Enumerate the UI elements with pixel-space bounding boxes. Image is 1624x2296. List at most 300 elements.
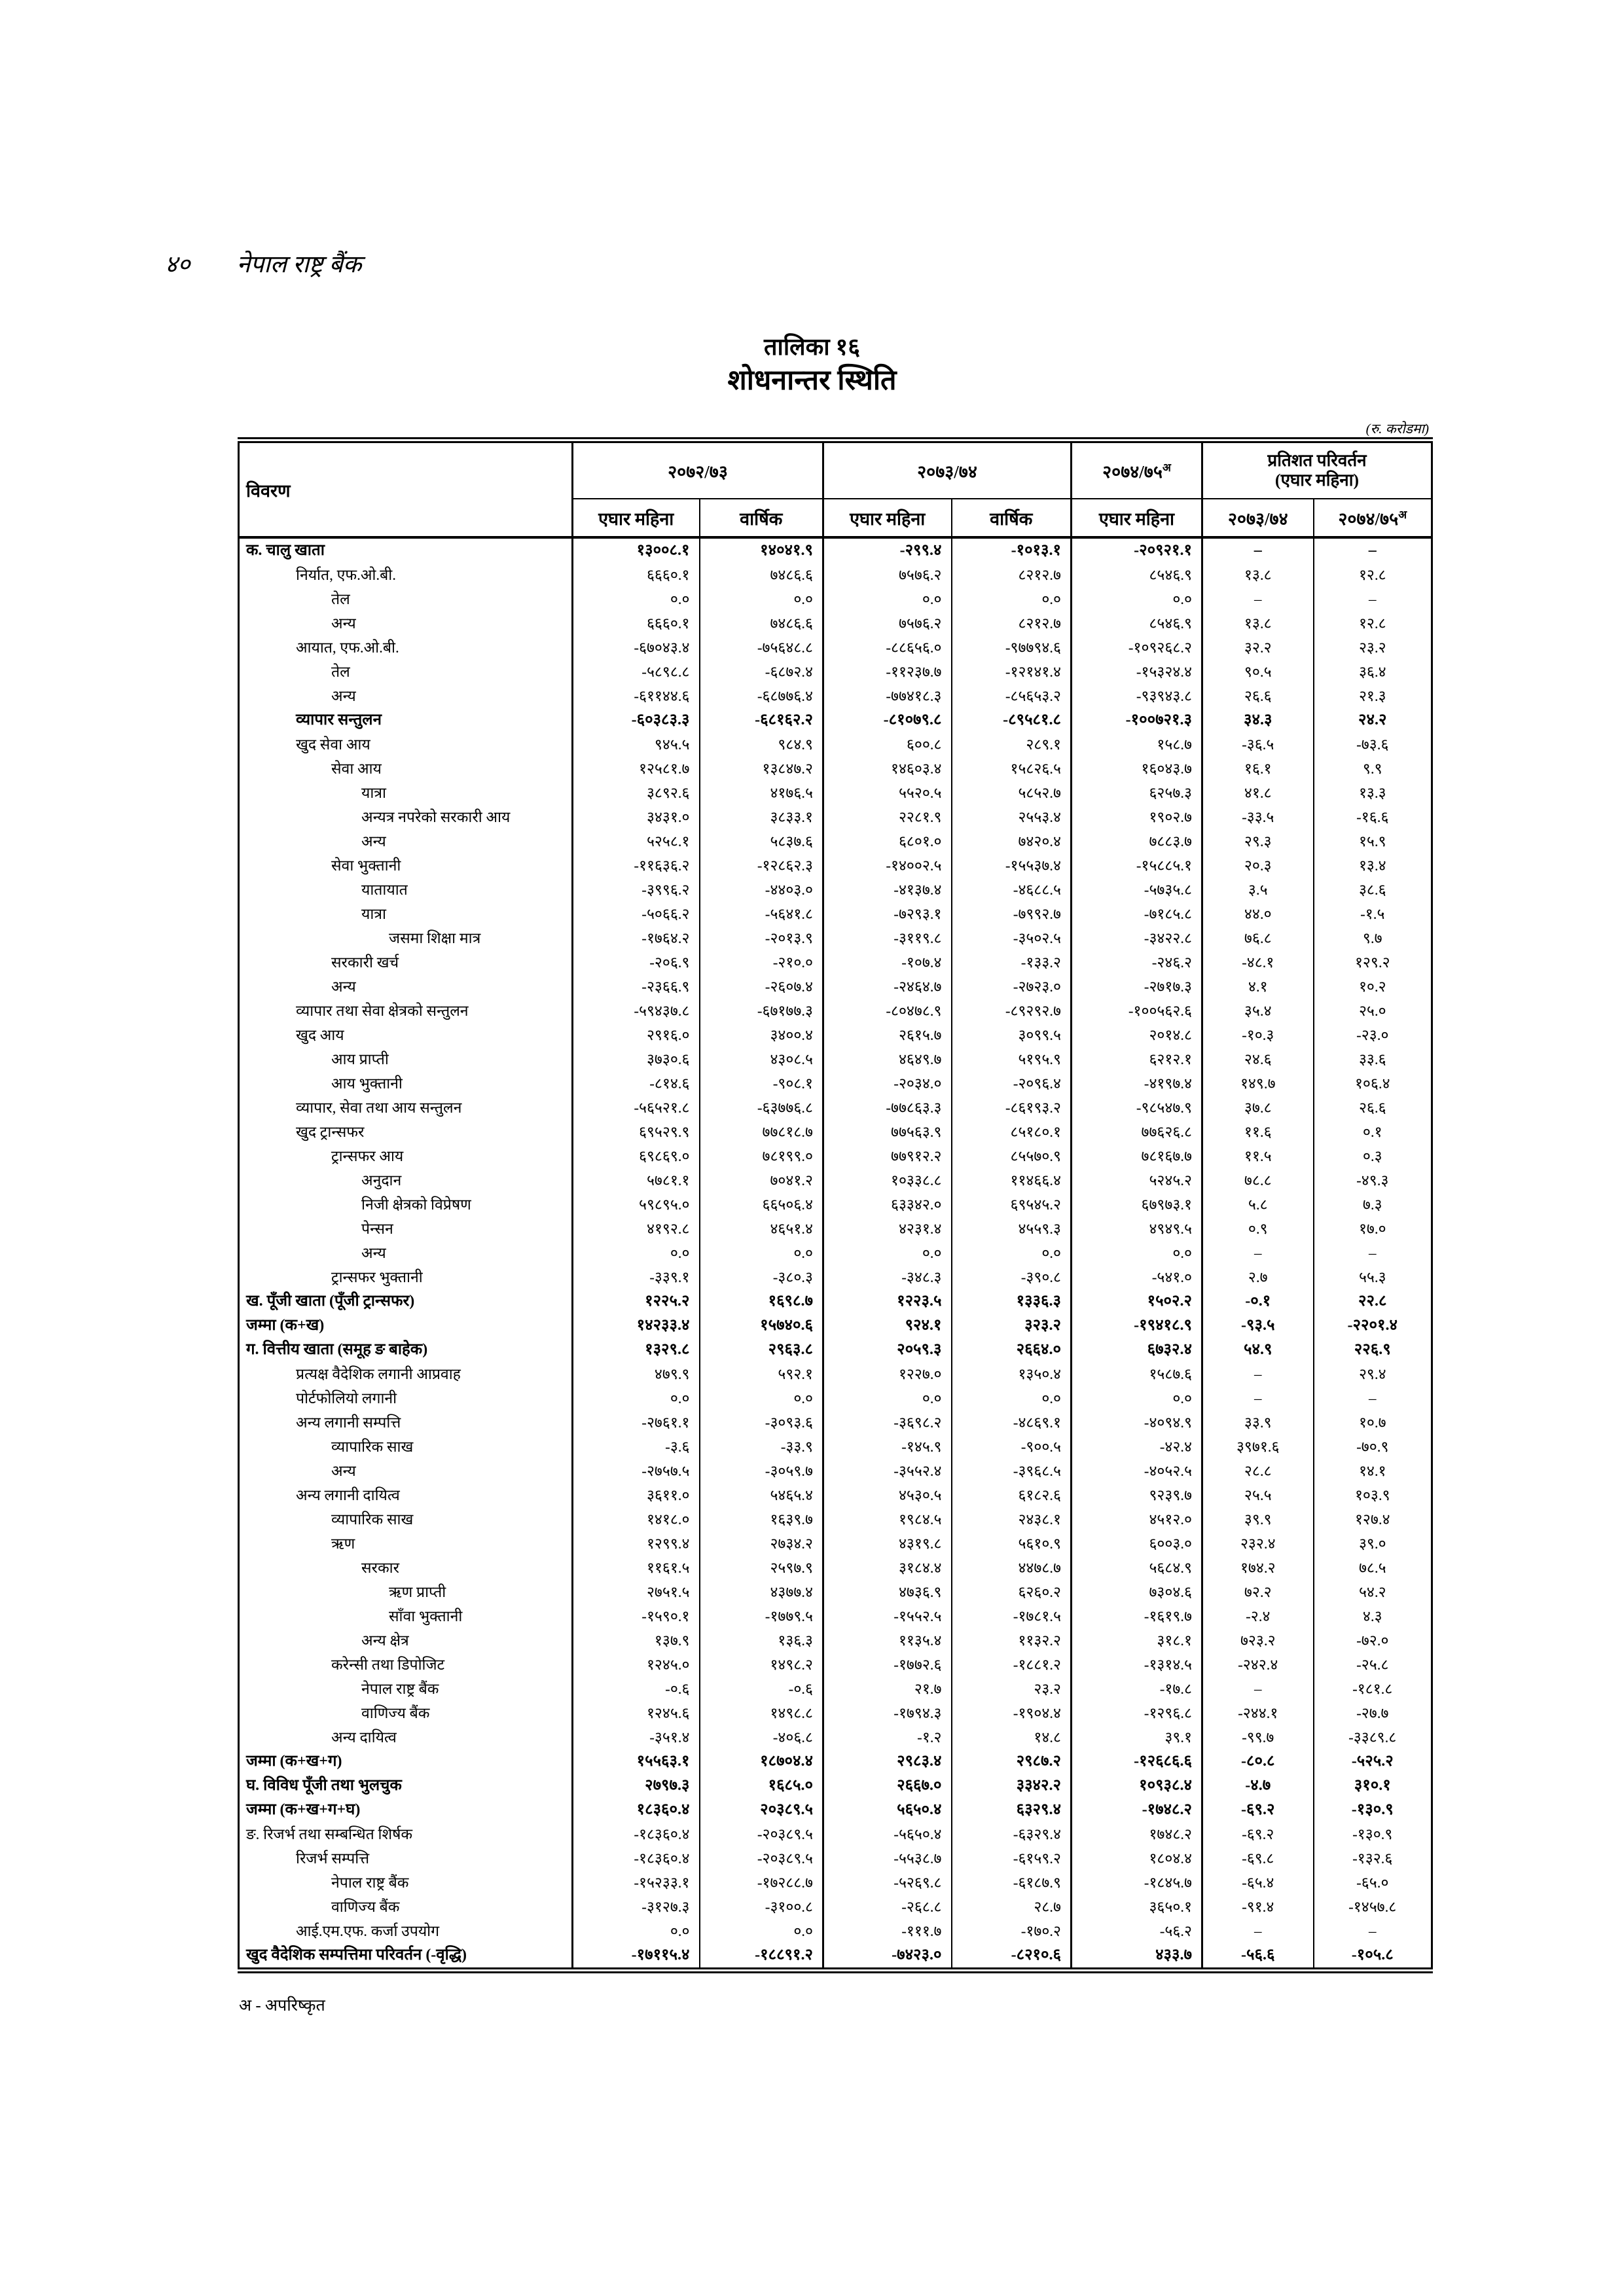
cell: १३२९.८ [573, 1338, 700, 1362]
row-label: व्यापार, सेवा तथा आय सन्तुलन [239, 1096, 573, 1120]
cell: १५८२६.५ [952, 757, 1072, 781]
table-row [239, 1628, 1432, 1653]
cell: -८६१९३.२ [952, 1096, 1072, 1120]
cell: १४२३३.४ [573, 1314, 700, 1338]
row-label: निजी क्षेत्रको विप्रेषण [239, 1193, 573, 1217]
cell: ४.३ [1362, 1608, 1382, 1624]
cell: -१७४८.२ [1072, 1798, 1202, 1822]
cell: -१.२ [823, 1725, 952, 1749]
cell: १५८.७ [1072, 732, 1202, 757]
cell: -४९.३ [1356, 1172, 1389, 1189]
cell: -९७७९४.६ [952, 636, 1072, 660]
cell: – [1202, 1386, 1314, 1410]
cell: ३६११.० [573, 1483, 700, 1507]
cell: -१३०.९ [1352, 1826, 1393, 1842]
cell: ५५.३ [1358, 1269, 1386, 1285]
table-row [239, 684, 1432, 708]
cell: -१०७.४ [823, 950, 952, 975]
table-row [239, 1071, 1432, 1096]
cell: ५४.९ [1202, 1338, 1314, 1362]
row-label: अन्यत्र नपरेको सरकारी आय [239, 805, 573, 829]
cell: २६१५.७ [823, 1023, 952, 1047]
row-label: व्यापार सन्तुलन [239, 708, 573, 732]
cell: ०.० [700, 1386, 823, 1410]
percent-change-sublabel: (एघार महिना) [1274, 471, 1360, 490]
cell: -४८६९.१ [952, 1410, 1072, 1435]
cell: ४२३१.४ [823, 1217, 952, 1241]
cell: ५९८९५.० [573, 1193, 700, 1217]
cell: -३११९.८ [823, 926, 952, 950]
cell: १२४५.० [573, 1653, 700, 1677]
cell: ९०.५ [1202, 660, 1314, 684]
row-label: निर्यात, एफ.ओ.बी. [239, 563, 573, 587]
row-label: तेल [239, 660, 573, 684]
page-header [165, 246, 361, 279]
cell: १५८७.६ [1072, 1362, 1202, 1386]
cell: -४२.४ [1072, 1435, 1202, 1459]
cell: ६१८२.६ [952, 1483, 1072, 1507]
cell: १३.८ [1202, 611, 1314, 636]
table-row [239, 1459, 1432, 1483]
row-label: अन्य [239, 975, 573, 999]
cell: ०.० [1072, 1386, 1202, 1410]
cell: २५.५ [1202, 1483, 1314, 1507]
row-label: आई.एम.एफ. कर्जा उपयोग [239, 1919, 573, 1943]
cell: -७३.६ [1356, 736, 1389, 753]
row-label: ङ. रिजर्भ तथा सम्बन्धित शिर्षक [239, 1822, 573, 1846]
row-label: खुद सेवा आय [239, 732, 573, 757]
row-label: ऋण प्राप्ती [239, 1580, 573, 1604]
cell: ५४६५.४ [700, 1483, 823, 1507]
table-row [239, 1507, 1432, 1532]
cell: ०.० [573, 587, 700, 611]
cell: -१७७९.५ [700, 1604, 823, 1628]
cell: ६२६०.२ [952, 1580, 1072, 1604]
cell: ०.० [952, 587, 1072, 611]
cell: -२७.७ [1356, 1705, 1389, 1721]
cell: ९२४.१ [823, 1314, 952, 1338]
cell: -६११४४.६ [573, 684, 700, 708]
cell: ६७३२.४ [1072, 1338, 1202, 1362]
row-label: साँवा भुक्तानी [239, 1604, 573, 1628]
cell: १२२७.० [823, 1362, 952, 1386]
cell: ६९५४५.२ [952, 1193, 1072, 1217]
row-label: आय भुक्तानी [239, 1071, 573, 1096]
row-label: अन्य दायित्व [239, 1725, 573, 1749]
cell: -१८८९१.२ [700, 1943, 823, 1971]
cell: -३३८९.८ [1348, 1729, 1397, 1746]
cell: ३२३.२ [952, 1314, 1072, 1338]
cell: -१७.८ [1072, 1677, 1202, 1701]
cell: -४१३७.४ [823, 878, 952, 902]
cell: -३५०२.५ [952, 926, 1072, 950]
cell: ७८.५ [1358, 1560, 1386, 1576]
cell: ११.६ [1202, 1120, 1314, 1144]
cell: ०.० [823, 587, 952, 611]
bop-table [238, 437, 1433, 1973]
cell: ९८४.९ [700, 732, 823, 757]
cell: ७४८६.६ [700, 611, 823, 636]
table-row [239, 1435, 1432, 1459]
cell: -२९९.४ [823, 537, 952, 563]
row-label: यात्रा [239, 781, 573, 805]
cell: १५५६३.१ [573, 1749, 700, 1774]
cell: -१४००२.५ [823, 853, 952, 878]
cell: २३.२ [952, 1677, 1072, 1701]
cell: १३६.३ [700, 1628, 823, 1653]
provisional-marker: अ [1162, 461, 1171, 474]
cell: २४.६ [1202, 1047, 1314, 1071]
row-label: अन्य [239, 1241, 573, 1265]
row-label: यात्रा [239, 902, 573, 926]
cell: १२९९.४ [573, 1532, 700, 1556]
table-row [239, 660, 1432, 684]
table-row [239, 1047, 1432, 1071]
table-row [239, 1677, 1432, 1701]
cell: २९६३.८ [700, 1338, 823, 1362]
cell: १४.१ [1358, 1463, 1386, 1479]
table-row [239, 1725, 1432, 1749]
cell: १९०२.७ [1072, 805, 1202, 829]
cell: -६८७७६.४ [700, 684, 823, 708]
cell: ५८३७.६ [700, 829, 823, 853]
cell: ४५३०.५ [823, 1483, 952, 1507]
cell: २०.३ [1202, 853, 1314, 878]
cell: -६९.८ [1202, 1846, 1314, 1871]
row-label: यातायात [239, 878, 573, 902]
cell: ३३.९ [1202, 1410, 1314, 1435]
cell: ८५१८०.१ [952, 1120, 1072, 1144]
unit-note: (रु. करोडमा) [1365, 421, 1429, 437]
cell: १४०४१.९ [700, 537, 823, 563]
cell: १४९८.८ [700, 1701, 823, 1725]
row-label: आयात, एफ.ओ.बी. [239, 636, 573, 660]
cell: १८७०४.४ [700, 1749, 823, 1774]
cell: ७७६२६.८ [1072, 1120, 1202, 1144]
table-row [239, 950, 1432, 975]
cell: ७.३ [1362, 1196, 1382, 1213]
cell: ३२.२ [1202, 636, 1314, 660]
table-row [239, 1580, 1432, 1604]
col-group-2072-73: २०७२/७३ [573, 440, 823, 499]
cell: – [1202, 1362, 1314, 1386]
cell: -५५३८.७ [823, 1846, 952, 1871]
row-label: सरकारी खर्च [239, 950, 573, 975]
cell: ३३.६ [1358, 1051, 1386, 1067]
cell: ३९.९ [1202, 1507, 1314, 1532]
cell: -१२८६२.३ [700, 853, 823, 878]
cell: -९००.५ [952, 1435, 1072, 1459]
cell: ६६६०.१ [573, 611, 700, 636]
cell: -१०९२६८.२ [1072, 636, 1202, 660]
cell: -१३०.९ [1351, 1801, 1394, 1818]
cell: २२६.९ [1354, 1341, 1391, 1358]
cell: ०.३ [1362, 1148, 1382, 1164]
cell: – [1369, 1390, 1377, 1407]
cell: ०.० [823, 1241, 952, 1265]
cell: २०३८९.५ [700, 1798, 823, 1822]
cell: -१४५७.८ [1348, 1899, 1397, 1915]
cell: -७२९३.१ [823, 902, 952, 926]
cell: -३३.५ [1202, 805, 1314, 829]
cell: २८.८ [1202, 1459, 1314, 1483]
row-label: खुद ट्रान्सफर [239, 1120, 573, 1144]
col-header-eleven-months-2: एघार महिना [823, 499, 952, 537]
cell: १३५०.४ [952, 1362, 1072, 1386]
cell: -६८७२.४ [700, 660, 823, 684]
cell: १२.८ [1358, 615, 1386, 632]
cell: ०.० [952, 1386, 1072, 1410]
cell: ४७९.९ [573, 1362, 700, 1386]
table-row [239, 757, 1432, 781]
cell: -५०६६.२ [573, 902, 700, 926]
table-row [239, 1386, 1432, 1410]
cell: २०१४.८ [1072, 1023, 1202, 1047]
cell: ०.० [823, 1386, 952, 1410]
cell: १४१८.० [573, 1507, 700, 1532]
cell: -२७२३.० [952, 975, 1072, 999]
cell: ५४.२ [1358, 1584, 1386, 1600]
cell: २१.३ [1358, 688, 1386, 704]
cell: ०.० [700, 1919, 823, 1943]
cell: ५७८१.१ [573, 1168, 700, 1193]
table-row [239, 611, 1432, 636]
cell: २.७ [1202, 1265, 1314, 1289]
cell: -२४६.२ [1072, 950, 1202, 975]
cell: -५९४३७.८ [573, 999, 700, 1023]
cell: ३५.४ [1202, 999, 1314, 1023]
table-row [239, 1943, 1432, 1971]
cell: ७३०४.६ [1072, 1580, 1202, 1604]
cell: ११३२.२ [952, 1628, 1072, 1653]
cell: -१६१९.७ [1072, 1604, 1202, 1628]
cell: – [1368, 542, 1377, 559]
row-label: अन्य [239, 611, 573, 636]
row-label: पेन्सन [239, 1217, 573, 1241]
row-label: घ. विविध पूँजी तथा भुलचुक [239, 1774, 573, 1798]
cell: -११६३६.२ [573, 853, 700, 878]
cell: -१७११५.४ [573, 1943, 700, 1971]
cell: १०९३८.४ [1072, 1774, 1202, 1798]
cell: २९.३ [1202, 829, 1314, 853]
cell: -१५२३३.१ [573, 1871, 700, 1895]
row-label: व्यापार तथा सेवा क्षेत्रको सन्तुलन [239, 999, 573, 1023]
row-label: सेवा आय [239, 757, 573, 781]
cell: ४६४९.७ [823, 1047, 952, 1071]
cell: -२७६१.१ [573, 1410, 700, 1435]
cell: २३.२ [1358, 639, 1386, 656]
cell: -४१९७.४ [1072, 1071, 1202, 1096]
cell: -१५५२.५ [823, 1604, 952, 1628]
cell: -१८३६०.४ [573, 1846, 700, 1871]
row-label: व्यापारिक साख [239, 1435, 573, 1459]
cell: -६८१६२.२ [700, 708, 823, 732]
table-row [239, 1483, 1432, 1507]
cell: -२३६६.९ [573, 975, 700, 999]
cell: -९९.७ [1202, 1725, 1314, 1749]
cell: ६३३४२.० [823, 1193, 952, 1217]
table-row [239, 781, 1432, 805]
cell: -३९९६.२ [573, 878, 700, 902]
row-label: सेवा भुक्तानी [239, 853, 573, 878]
cell: -५६५२१.८ [573, 1096, 700, 1120]
cell: २१.७ [823, 1677, 952, 1701]
cell: २४३८.१ [952, 1507, 1072, 1532]
cell: ७४८६.६ [700, 563, 823, 587]
cell: ५६८४.९ [1072, 1556, 1202, 1580]
row-label: तेल [239, 587, 573, 611]
cell: -८९५८१.८ [952, 708, 1072, 732]
cell: ६९५२९.९ [573, 1120, 700, 1144]
table-row [239, 708, 1432, 732]
row-label: अन्य [239, 684, 573, 708]
year-label: २०७४/७५ [1102, 461, 1163, 482]
cell: ४३३.७ [1072, 1943, 1202, 1971]
cell: ८२१२.७ [952, 611, 1072, 636]
table-row [239, 1096, 1432, 1120]
cell: – [1369, 1923, 1377, 1939]
cell: ३८३३.१ [700, 805, 823, 829]
cell: ११३५.४ [823, 1628, 952, 1653]
cell: ५८५२.७ [952, 781, 1072, 805]
cell: -४०६.८ [700, 1725, 823, 1749]
row-label: अन्य [239, 829, 573, 853]
cell: ४९४९.५ [1072, 1217, 1202, 1241]
cell: -२१०.० [700, 950, 823, 975]
row-label: जम्मा (क+ख+ग) [239, 1749, 573, 1774]
table-row [239, 1895, 1432, 1919]
cell: ०.० [700, 587, 823, 611]
table-row [239, 537, 1432, 563]
cell: -३१००.८ [700, 1895, 823, 1919]
cell: ७४२०.४ [952, 829, 1072, 853]
cell: -१५९०.१ [573, 1604, 700, 1628]
table-row [239, 999, 1432, 1023]
cell: -४.७ [1202, 1774, 1314, 1798]
row-label: खुद वैदेशिक सम्पत्तिमा परिवर्तन (-वृद्धि) [239, 1943, 573, 1971]
cell: ७८८३.७ [1072, 829, 1202, 853]
cell: -१०१३.१ [952, 537, 1072, 563]
cell: १०.७ [1358, 1414, 1386, 1431]
page-number: ४० [165, 251, 190, 278]
cell: -१००७२१.३ [1072, 708, 1202, 732]
table-row [239, 1556, 1432, 1580]
cell: -४४०३.० [700, 878, 823, 902]
cell: २३२.४ [1202, 1532, 1314, 1556]
cell: ९४५.५ [573, 732, 700, 757]
row-label: आय प्राप्ती [239, 1047, 573, 1071]
cell: ५६१०.९ [952, 1532, 1072, 1556]
cell: ३७.८ [1202, 1096, 1314, 1120]
cell: -७२.० [1356, 1632, 1389, 1649]
cell: ५२५८.१ [573, 829, 700, 853]
col-header-annual-1: वार्षिक [700, 499, 823, 537]
cell: ७७५६३.९ [823, 1120, 952, 1144]
cell: १६.१ [1202, 757, 1314, 781]
cell: -२४६४.७ [823, 975, 952, 999]
cell: ३१०.१ [1354, 1777, 1391, 1794]
cell: -१०.३ [1202, 1023, 1314, 1047]
cell: ६६६०.१ [573, 563, 700, 587]
table-row [239, 1023, 1432, 1047]
cell: -२७१७.३ [1072, 975, 1202, 999]
cell: ०.० [952, 1241, 1072, 1265]
cell: -२३.० [1356, 1027, 1389, 1043]
table-row [239, 1289, 1432, 1314]
row-label: प्रत्यक्ष वैदेशिक लगानी आप्रवाह [239, 1362, 573, 1386]
cell: -३०५९.७ [700, 1459, 823, 1483]
cell: ७८१६७.७ [1072, 1144, 1202, 1168]
cell: -१९४१८.९ [1072, 1314, 1202, 1338]
cell: ७६.८ [1202, 926, 1314, 950]
cell: -५६५०.४ [823, 1822, 952, 1846]
cell: -६१५९.२ [952, 1846, 1072, 1871]
cell: ३३४२.२ [952, 1774, 1072, 1798]
cell: १३.४ [1358, 857, 1386, 874]
cell: -१७९४.३ [823, 1701, 952, 1725]
cell: -१३३.२ [952, 950, 1072, 975]
cell: -६३२९.४ [952, 1822, 1072, 1846]
cell: ४५५९.३ [952, 1217, 1072, 1241]
cell: ८५४६.९ [1072, 563, 1202, 587]
cell: १७४.२ [1202, 1556, 1314, 1580]
table-row [239, 1604, 1432, 1628]
table-row [239, 1871, 1432, 1895]
cell: ५९२.१ [700, 1362, 823, 1386]
cell: -९३.५ [1202, 1314, 1314, 1338]
cell: ६२५७.३ [1072, 781, 1202, 805]
cell: ३९.० [1358, 1535, 1386, 1552]
cell: १६९८.७ [700, 1289, 823, 1314]
cell: १५७४०.६ [700, 1314, 823, 1338]
cell: -१७२८८.७ [700, 1871, 823, 1895]
cell: -१७६४.२ [573, 926, 700, 950]
cell: -७७४१८.३ [823, 684, 952, 708]
percent-change-label: प्रतिशत परिवर्तन [1267, 451, 1367, 470]
cell: -८५६५३.२ [952, 684, 1072, 708]
cell: -४६८८.५ [952, 878, 1072, 902]
cell: -२०३८९.५ [700, 1822, 823, 1846]
cell: १३.८ [1202, 563, 1314, 587]
table-row [239, 1701, 1432, 1725]
cell: १६०४३.७ [1072, 757, 1202, 781]
row-label: वाणिज्य बैंक [239, 1895, 573, 1919]
col-header-annual-2: वार्षिक [952, 499, 1072, 537]
table-row [239, 805, 1432, 829]
row-label: सरकार [239, 1556, 573, 1580]
cell: १६३९.७ [700, 1507, 823, 1532]
cell: -२६०७.४ [700, 975, 823, 999]
table-row [239, 1362, 1432, 1386]
cell: ५१९५.९ [952, 1047, 1072, 1071]
cell: -३४८.३ [823, 1265, 952, 1289]
cell: -४८.१ [1202, 950, 1314, 975]
cell: -२०३८९.५ [700, 1846, 823, 1871]
table-row [239, 1749, 1432, 1774]
cell: -२०१३.९ [700, 926, 823, 950]
cell: १४९.७ [1202, 1071, 1314, 1096]
cell: -२६८.८ [823, 1895, 952, 1919]
cell: -१७०.२ [952, 1919, 1072, 1943]
cell: ०.० [573, 1919, 700, 1943]
cell: -२०९६.४ [952, 1071, 1072, 1096]
cell: -१.५ [1360, 906, 1385, 922]
cell: -५८९८.८ [573, 660, 700, 684]
cell: ६२१२.१ [1072, 1047, 1202, 1071]
cell: -१८३६०.४ [573, 1822, 700, 1846]
table-body [239, 537, 1432, 1971]
cell: -१७८१.५ [952, 1604, 1072, 1628]
